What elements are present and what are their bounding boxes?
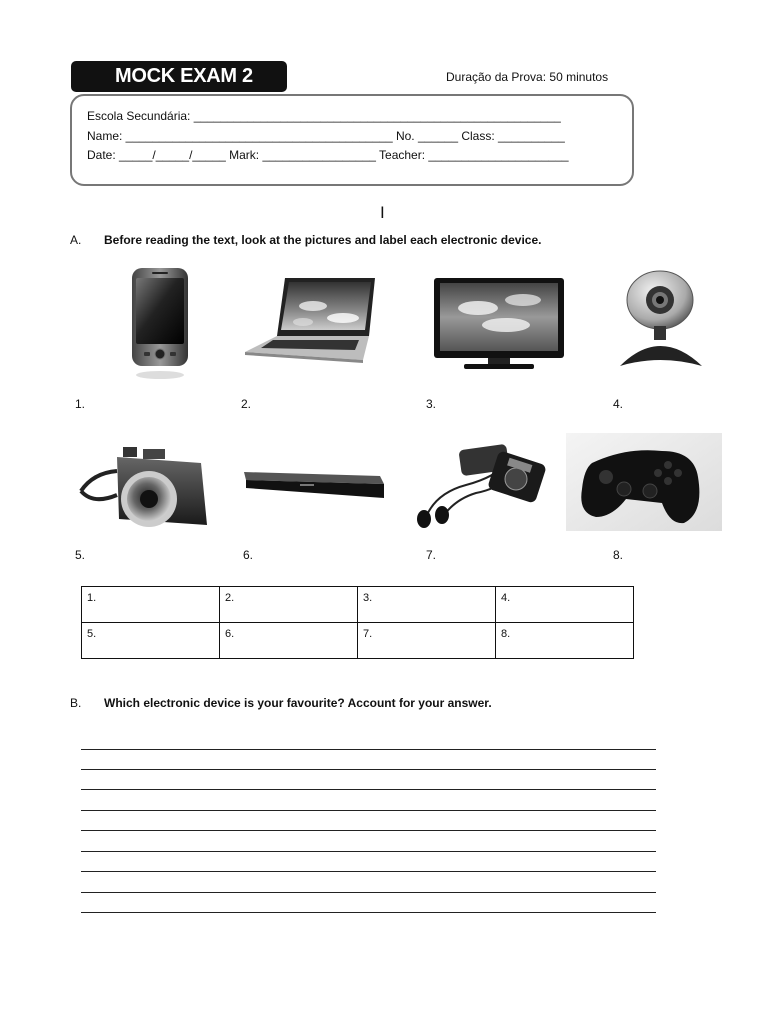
device-number: 8. <box>613 548 624 562</box>
answer-cell[interactable]: 6. <box>220 623 358 659</box>
device-number: 6. <box>243 548 254 562</box>
writing-line[interactable] <box>81 749 656 750</box>
answer-cell[interactable]: 2. <box>220 587 358 623</box>
laptop-icon <box>233 270 395 376</box>
exam-duration: Duração da Prova: 50 minutos <box>446 70 609 84</box>
question-b-text: Which electronic device is your favourite? Account for your answer. <box>104 696 492 710</box>
webcam-icon <box>610 266 710 372</box>
device-number: 1. <box>75 397 86 411</box>
answer-cell[interactable]: 4. <box>496 587 634 623</box>
writing-line[interactable] <box>81 871 656 872</box>
device-number: 2. <box>241 397 252 411</box>
gamepad-icon <box>566 433 722 531</box>
exam-title: MOCK EXAM 2 <box>71 61 287 92</box>
answer-cell[interactable]: 7. <box>358 623 496 659</box>
writing-line[interactable] <box>81 892 656 893</box>
name-number-class-field[interactable]: Name: ________________________________________ No. ______ Class: __________ <box>87 129 565 143</box>
date-mark-teacher-field[interactable]: Date: _____/_____/_____ Mark: _________________ Teacher: _____________________ <box>87 148 569 162</box>
tv-monitor-icon <box>418 270 578 374</box>
answer-cell[interactable]: 3. <box>358 587 496 623</box>
question-a-text: Before reading the text, look at the pictures and label each electronic device. <box>104 233 542 247</box>
writing-line[interactable] <box>81 789 656 790</box>
question-a-letter: A. <box>70 233 82 247</box>
answer-cell[interactable]: 8. <box>496 623 634 659</box>
school-field[interactable]: Escola Secundária: _______________________________________________________ <box>87 109 561 123</box>
device-number: 7. <box>426 548 437 562</box>
device-number: 3. <box>426 397 437 411</box>
writing-line[interactable] <box>81 912 656 913</box>
section-numeral: I <box>380 203 385 222</box>
smartphone-icon <box>118 264 202 380</box>
question-b-letter: B. <box>70 696 82 710</box>
answer-cell[interactable]: 5. <box>82 623 220 659</box>
mp3-player-earphones-icon <box>396 433 554 533</box>
writing-line[interactable] <box>81 851 656 852</box>
device-number: 4. <box>613 397 624 411</box>
camera-icon <box>73 433 231 531</box>
device-number: 5. <box>75 548 86 562</box>
writing-line[interactable] <box>81 810 656 811</box>
answer-table <box>81 586 634 659</box>
writing-line[interactable] <box>81 830 656 831</box>
dvd-player-icon <box>240 460 390 506</box>
answer-cell[interactable]: 1. <box>82 587 220 623</box>
writing-line[interactable] <box>81 769 656 770</box>
